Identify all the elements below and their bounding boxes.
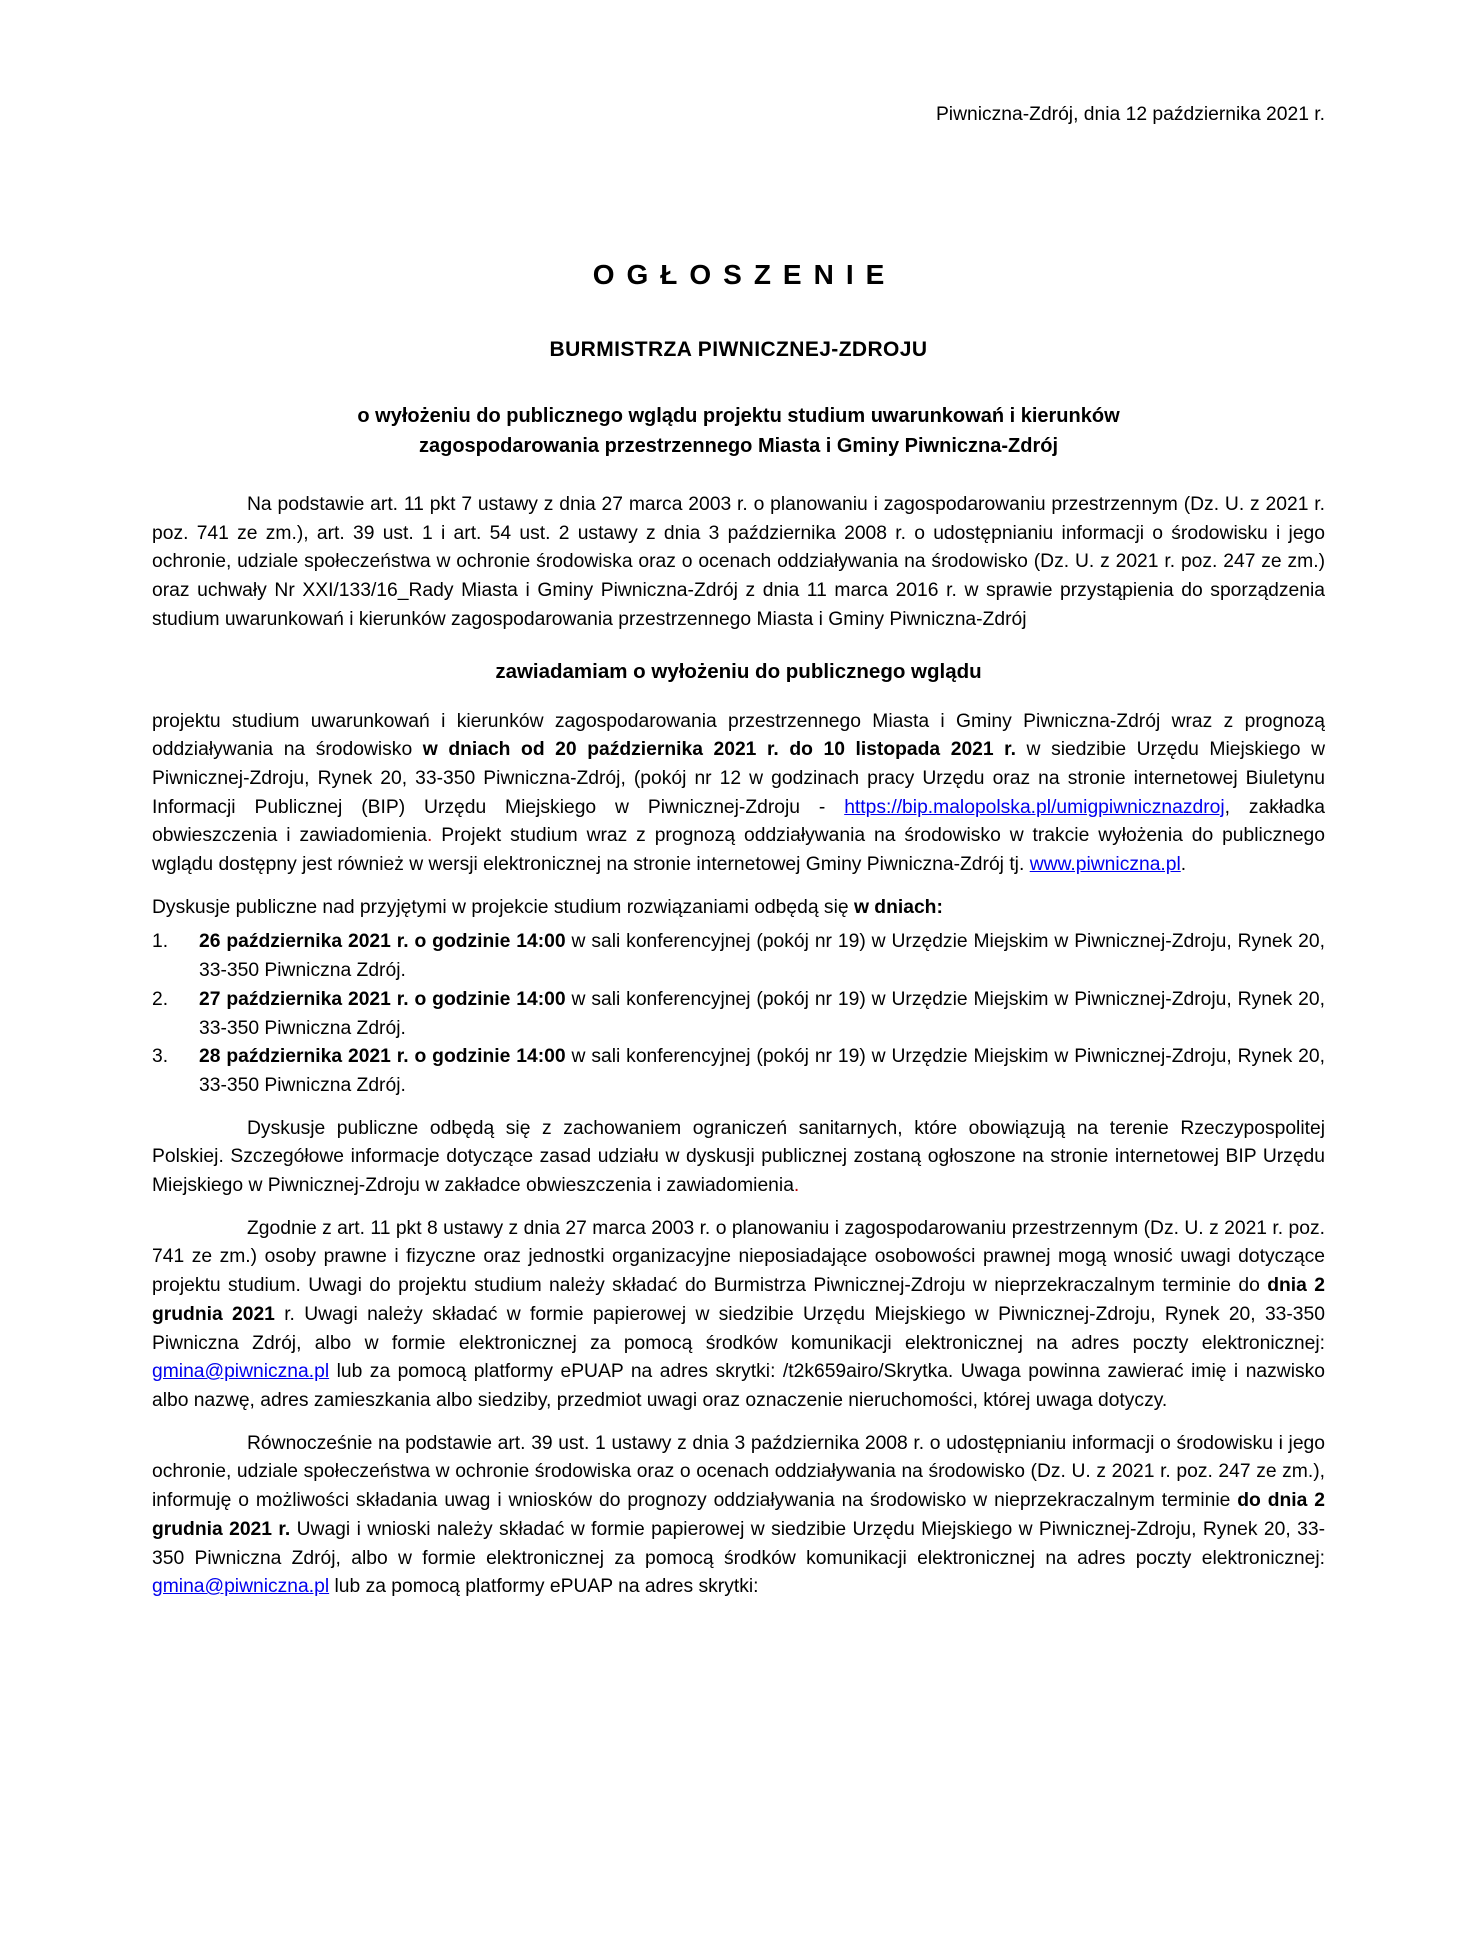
text-run: w dniach: [853,896,943,918]
text-run: . [793,1175,800,1197]
text-run: w dniach od 20 października 2021 r. do 10 listopada 2021 r. [422,739,1016,761]
text-run: Na podstawie art. 11 pkt 7 ustawy z dnia 27 marca 2003 r. o planowaniu i zagospodarowaniu przestrzennym (Dz. U. z 2021 r. poz. 741 ze zm.), art. 39 ust. 1 i art. 54 ust. 2 ustawy z dnia 3 października 2008 r. o udostępnianiu informacji o środowisku i jego ochronie, udziale społeczeństwa w ochronie środowiska oraz o ocenach oddziaływania na środowisko (Dz. U. z 2021 r. poz. 247 ze zm.) oraz uchwały Nr XXI/133/16_Rady Miasta i Gminy Piwniczna-Zdrój z dnia 11 marca 2016 r. w sprawie przystąpienia do sporządzenia studium uwarunkowań i kierunków zagospodarowania przestrzennego Miasta i Gminy Piwniczna-Zdrój [152,494,1325,630]
text-run: w sali konferencyjnej (pokój nr 19) w Urzędzie Miejskim w Piwnicznej-Zdroju, Rynek 20, 33-350 Piwniczna Zdrój. [199,988,1325,1039]
subject-line-1: o wyłożeniu do publicznego wglądu projektu studium uwarunkowań i kierunków [357,405,1120,427]
list-item [152,986,1325,1043]
text-run: . [1180,854,1187,876]
list-item-text [199,928,1325,985]
piwniczna-website-link[interactable]: www.piwniczna.pl [1029,854,1181,876]
text-run: Równocześnie na podstawie art. 39 ust. 1 ustawy z dnia 3 października 2008 r. o udostępnianiu informacji o środowisku i jego ochronie, udziale społeczeństwa w ochronie środowiska oraz o ocenach oddziaływania na środowisko (Dz. U. z 2021 r. poz. 247 ze zm.), informuję o możliwości składania uwag i wniosków do prognozy oddziaływania na środowisko w nieprzekraczalnym terminie [152,1432,1325,1512]
text-run: r. Uwagi należy składać w formie papierowej w siedzibie Urzędu Miejskiego w Piwnicznej-Zdroju, Rynek 20, 33-350 Piwniczna Zdrój, albo w formie elektronicznej za pomocą środków komunikacji elektronicznej na adres poczty elektronicznej: [152,1303,1325,1354]
text-run: , zakładka obwieszczenia i zawiadomienia [152,796,1325,847]
text-run: lub za pomocą platformy ePUAP na adres skrytki: /t2k659airo/Skrytka. Uwaga powinna zawierać imię i nazwisko albo nazwę, adres zamieszkania albo siedziby, przedmiot uwagi oraz oznaczenie nieruchomości, której uwaga dotyczy. [152,1361,1325,1411]
text-run: lub za pomocą platformy ePUAP na adres skrytki: [329,1576,759,1598]
list-item [152,1043,1325,1100]
text-run: Dyskusje publiczne odbędą się z zachowaniem ograniczeń sanitarnych, które obowiązują na terenie Rzeczypospolitej Polskiej. Szczegółowe informacje dotyczące zasad udziału w dyskusji publicznej zostaną ogłoszone na stronie internetowej BIP Urzędu Miejskiego w Piwnicznej-Zdroju w zakładce obwieszczenia i zawiadomienia [152,1117,1325,1197]
gmina-email-link[interactable]: gmina@piwniczna.pl [152,1361,330,1383]
subject-line-2: zagospodarowania przestrzennego Miasta i Gminy Piwniczna-Zdrój [419,435,1058,457]
text-run: Projekt studium wraz z prognozą oddziaływania na środowisko w trakcie wyłożenia do publicznego wglądu dostępny jest również w wersji elektronicznej na stronie internetowej Gminy Piwniczna-Zdrój tj. [152,825,1325,876]
sanitary-restrictions-paragraph [152,1115,1325,1201]
discussion-dates-list [152,928,1325,1100]
text-run: 27 października 2021 r. o godzinie 14:00 [199,988,566,1010]
document-title: OGŁOSZENIE [592,259,897,290]
text-run: projektu studium uwarunkowań i kierunków zagospodarowania przestrzennego Miasta i Gminy Piwniczna-Zdrój wraz z prognozą oddziaływania na środowisko [152,710,1325,761]
list-item-text [199,986,1325,1043]
list-item-text [199,1043,1325,1100]
text-run: dnia 2 grudnia 2021 [152,1275,1325,1325]
text-run: do dnia 2 grudnia 2021 r. [152,1490,1325,1540]
text-run: w sali konferencyjnej (pokój nr 19) w Urzędzie Miejskim w Piwnicznej-Zdroju, Rynek 20, 33-350 Piwniczna Zdrój. [199,931,1325,982]
bip-malopolska-link[interactable]: https://bip.malopolska.pl/umigpiwnicznazdroj [844,796,1225,818]
remarks-submission-paragraph [152,1215,1325,1416]
environmental-remarks-paragraph [152,1430,1325,1602]
text-run: . [427,825,433,847]
list-item-number: 1. [152,931,169,953]
legal-basis-paragraph [152,491,1325,635]
document-author-line: BURMISTRZA PIWNICZNEJ-ZDROJU [549,338,928,361]
list-item-number: 2. [152,988,169,1010]
exhibition-details-paragraph [152,708,1325,880]
text-run: Uwagi i wnioski należy składać w formie papierowej w siedzibie Urzędu Miejskiego w Piwnicznej-Zdroju, Rynek 20, 33-350 Piwniczna Zdrój, albo w formie elektronicznej za pomocą środków komunikacji elektronicznej na adres poczty elektronicznej: [152,1518,1325,1569]
text-run: Zgodnie z art. 11 pkt 8 ustawy z dnia 27 marca 2003 r. o planowaniu i zagospodarowaniu przestrzennym (Dz. U. z 2021 r. poz. 741 ze zm.) osoby prawne i fizyczne oraz jednostki organizacyjne nieposiadające osobowości prawnej mogą wnosić uwagi dotyczące projektu studium. Uwagi do projektu studium należy składać do Burmistrza Piwnicznej-Zdroju w nieprzekraczalnym terminie do [152,1217,1325,1297]
document-subject [152,401,1325,461]
list-item [152,928,1325,985]
text-run: w siedzibie Urzędu Miejskiego w Piwnicznej-Zdroju, Rynek 20, 33-350 Piwniczna-Zdrój, (pokój nr 12 w godzinach pracy Urzędu oraz na stronie internetowej Biuletynu Informacji Publicznej (BIP) Urzędu Miejskiego w Piwnicznej-Zdroju - [152,739,1325,818]
text-run: 26 października 2021 r. o godzinie 14:00 [199,931,566,953]
date-line: Piwniczna-Zdrój, dnia 12 października 2021 r. [935,104,1325,125]
text-run: w sali konferencyjnej (pokój nr 19) w Urzędzie Miejskim w Piwnicznej-Zdroju, Rynek 20, 33-350 Piwniczna Zdrój. [199,1046,1325,1096]
document-body [152,491,1325,1602]
text-run: 28 października 2021 r. o godzinie 14:00 [199,1046,566,1068]
list-item-number: 3. [152,1046,169,1068]
notification-heading: zawiadamiam o wyłożeniu do publicznego wglądu [495,659,982,683]
public-discussions-intro-paragraph [152,894,1325,923]
gmina-email-link-2[interactable]: gmina@piwniczna.pl [152,1576,330,1598]
text-run: Dyskusje publiczne nad przyjętymi w projekcie studium rozwiązaniami odbędą się [152,896,854,918]
